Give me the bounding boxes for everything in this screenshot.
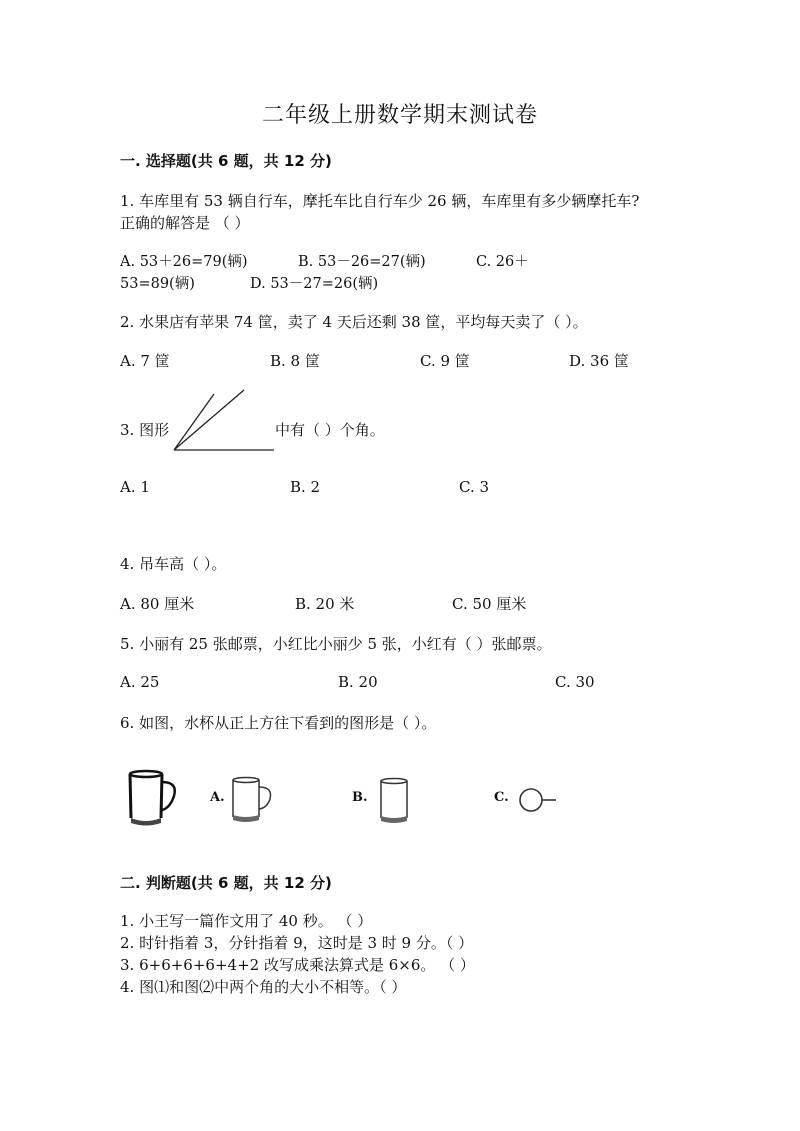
q1-text-line2: 正确的解答是 （ ） — [120, 214, 250, 232]
q3-option-b: B. 2 — [290, 478, 321, 496]
q6-label-c: C. — [494, 790, 509, 805]
q6-label-b: B. — [352, 790, 368, 805]
mug-icon — [128, 768, 180, 828]
q1-option-c-part2: 53=89(辆) — [120, 276, 195, 292]
angle-figure — [170, 386, 280, 456]
q1-option-a: A. 53＋26=79(辆) — [120, 254, 248, 270]
q3-option-a: A. 1 — [120, 478, 150, 496]
q4-option-b: B. 20 米 — [295, 595, 355, 613]
q1-text-line1: 1. 车库里有 53 辆自行车，摩托车比自行车少 26 辆，车库里有多少辆摩托车? — [120, 192, 640, 210]
cylinder-view-icon — [378, 776, 412, 826]
section-heading-judge: 二. 判断题(共 6 题，共 12 分) — [120, 874, 332, 892]
mug-side-view-icon — [230, 775, 276, 825]
q4-option-a: A. 80 厘米 — [120, 595, 195, 613]
judge-item-1: 1. 小王写一篇作文用了 40 秒。 （ ） — [120, 912, 373, 930]
q3-text-before: 3. 图形 — [120, 421, 170, 439]
section-heading-choice: 一. 选择题(共 6 题，共 12 分) — [120, 152, 332, 170]
q5-option-a: A. 25 — [120, 673, 160, 691]
q2-option-a: A. 7 筐 — [120, 352, 170, 370]
q1-option-d: D. 53－27=26(辆) — [250, 276, 379, 292]
page-title: 二年级上册数学期末测试卷 — [261, 103, 538, 128]
q5-option-b: B. 20 — [338, 673, 378, 691]
q3-text-after: 中有（ ）个角。 — [275, 421, 385, 439]
q6-text: 6. 如图，水杯从正上方往下看到的图形是（ ）。 — [120, 714, 437, 732]
q3-option-c: C. 3 — [459, 478, 490, 496]
q2-option-d: D. 36 筐 — [569, 352, 629, 370]
q2-option-c: C. 9 筐 — [420, 352, 470, 370]
q1-option-c-part1: C. 26＋ — [476, 254, 529, 270]
q5-text: 5. 小丽有 25 张邮票，小红比小丽少 5 张，小红有（ ）张邮票。 — [120, 635, 552, 653]
q1-option-b: B. 53－26=27(辆) — [298, 254, 426, 270]
q4-option-c: C. 50 厘米 — [452, 595, 527, 613]
q2-text: 2. 水果店有苹果 74 筐，卖了 4 天后还剩 38 筐，平均每天卖了（ ）。 — [120, 313, 588, 331]
q6-label-a: A. — [210, 790, 225, 805]
judge-item-3: 3. 6+6+6+6+4+2 改写成乘法算式是 6×6。 （ ） — [120, 956, 475, 974]
q5-option-c: C. 30 — [555, 673, 595, 691]
judge-item-4: 4. 图⑴和图⑵中两个角的大小不相等。（ ） — [120, 978, 407, 996]
q4-text: 4. 吊车高（ ）。 — [120, 555, 227, 573]
judge-item-2: 2. 时针指着 3，分针指着 9，这时是 3 时 9 分。（ ） — [120, 934, 474, 952]
circle-top-view-icon — [516, 786, 558, 814]
q2-option-b: B. 8 筐 — [270, 352, 320, 370]
